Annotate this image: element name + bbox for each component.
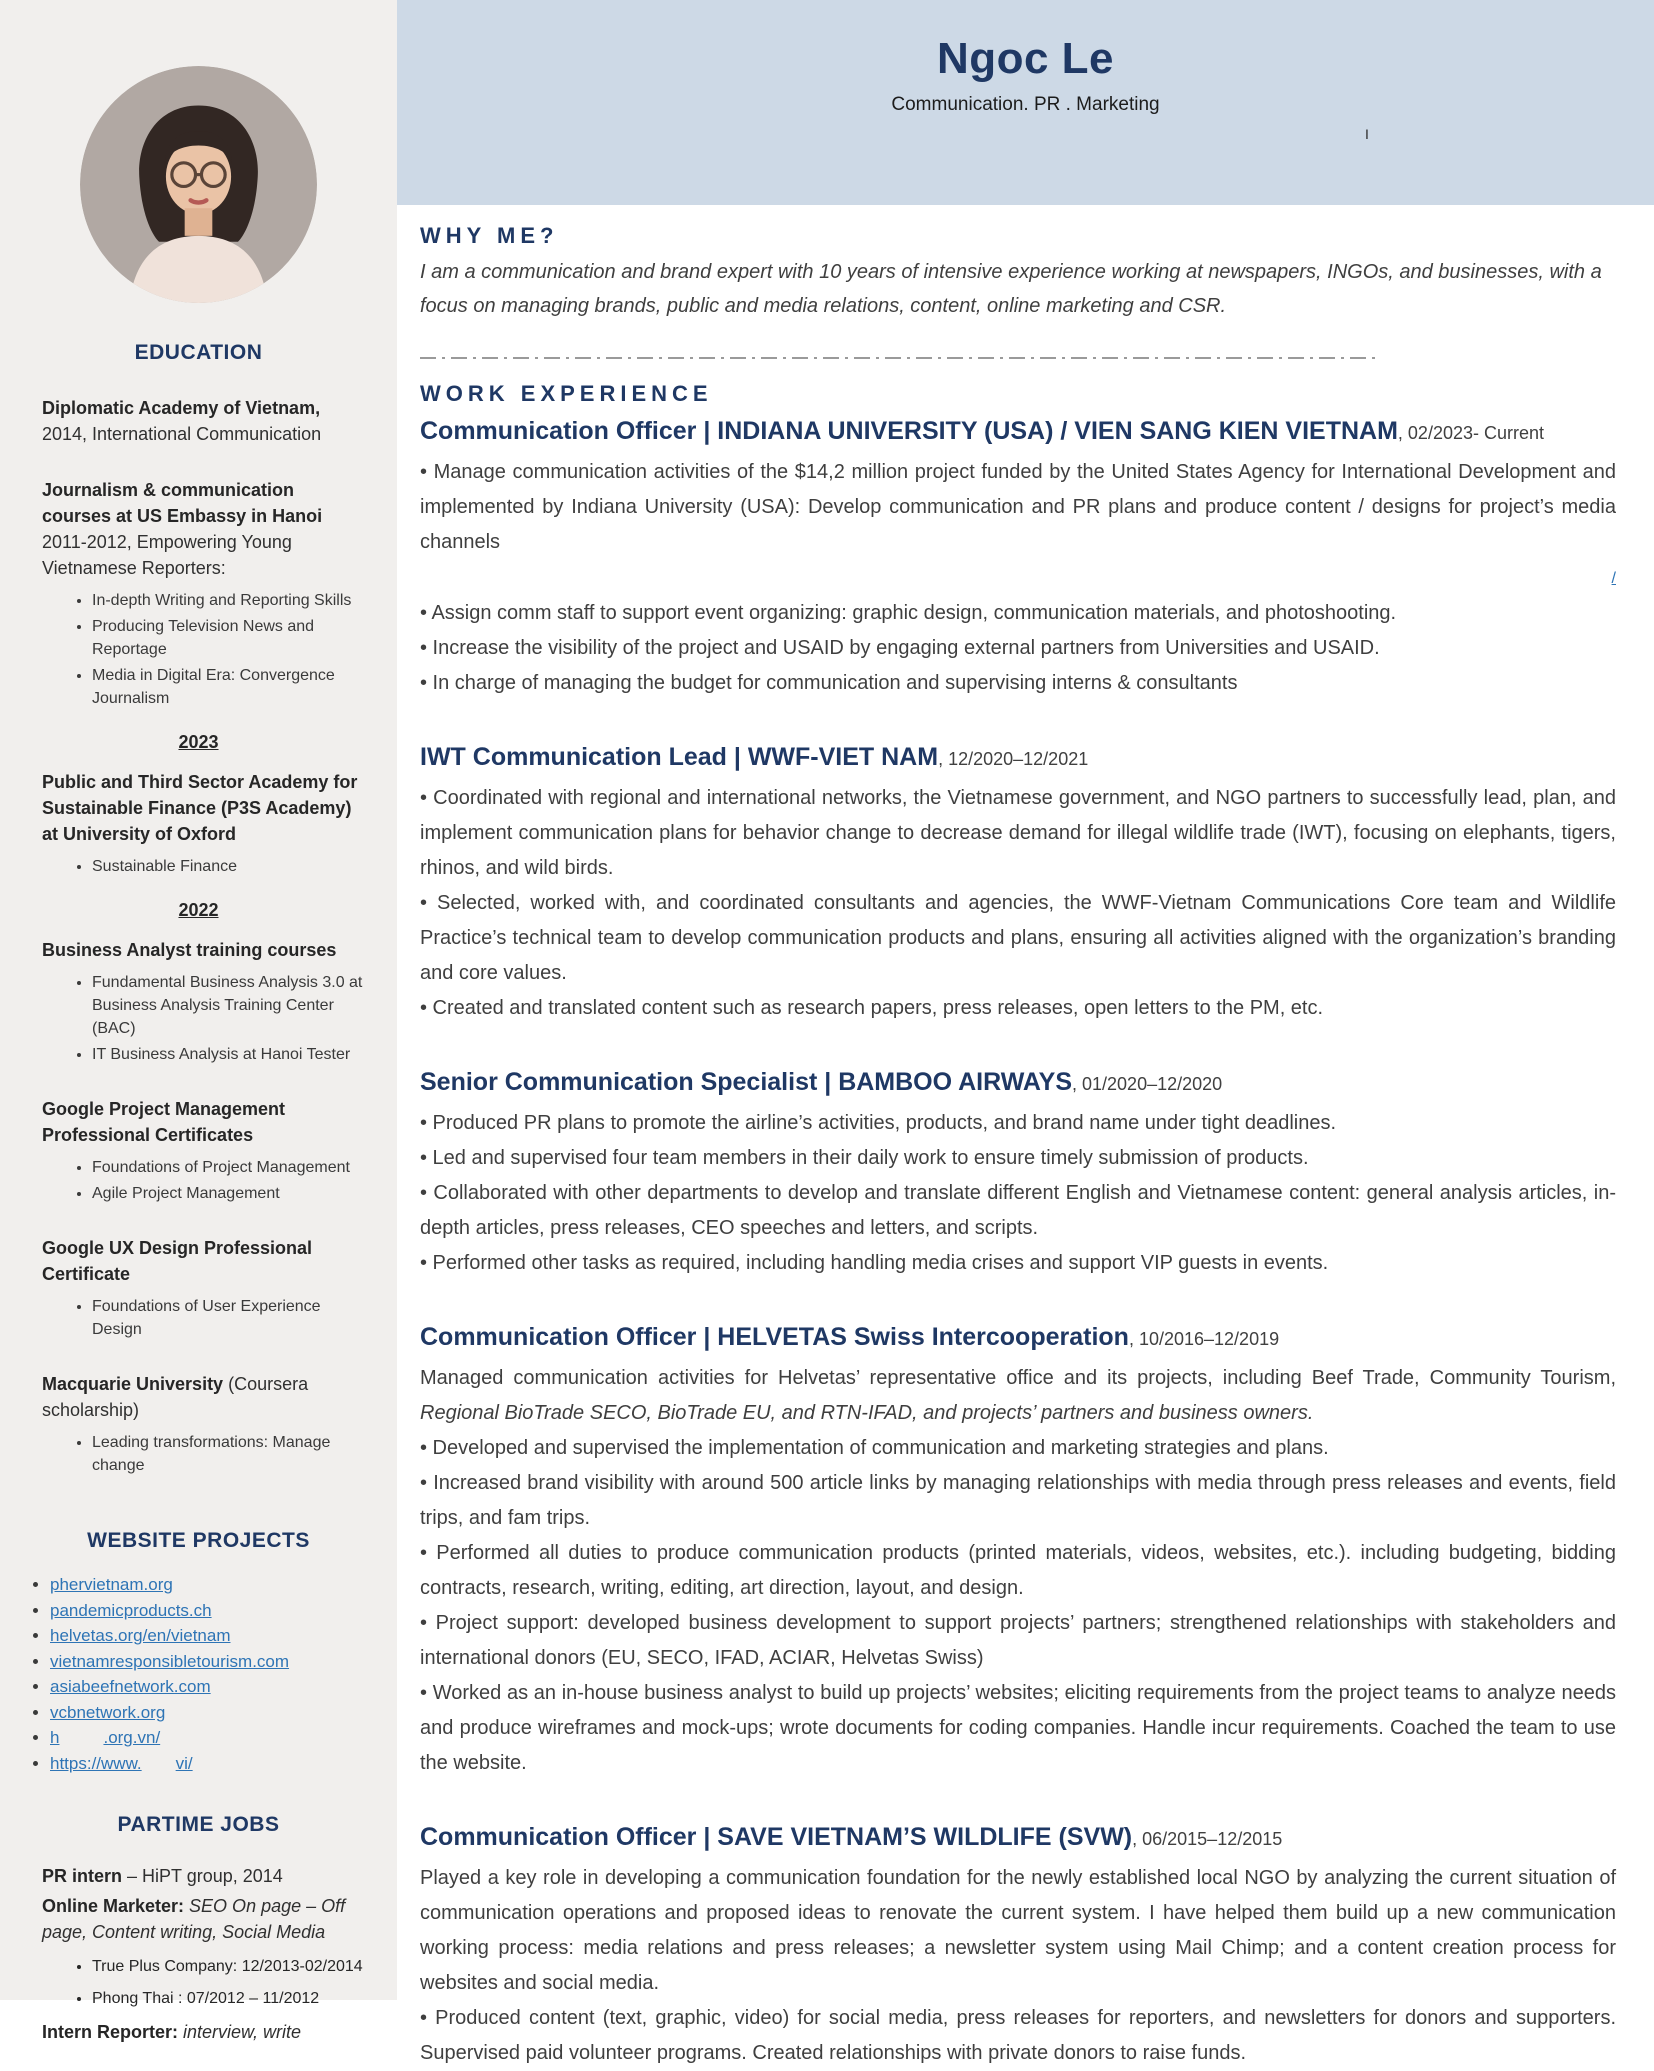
- job-bullet: • Assign comm staff to support event organizing: graphic design, communication materials, and photoshooting.: [420, 602, 1397, 624]
- partime-entry: [0, 1863, 397, 1889]
- education-entry: [0, 1235, 397, 1341]
- education-bullet: • Agile Project Management: [92, 1182, 367, 1205]
- partime-bullet: • Phong Thai : 07/2012 – 11/2012: [92, 1987, 367, 2010]
- job-bullet: • Performed all duties to produce communication products (printed materials, videos, websites, etc.). including budgeting, bidding contracts, research, writing, editing, art direction, layout, and design.: [420, 1542, 1616, 1599]
- partime-bullet-list: [42, 1955, 367, 2010]
- year-divider-2023: 2023: [178, 732, 219, 752]
- education-bullet-list: [42, 589, 367, 710]
- partime-entry: [0, 1893, 397, 2010]
- section-heading-website-projects: WEBSITE PROJECTS: [87, 1529, 310, 1552]
- job-bullet: • Developed and supervised the implementation of communication and marketing strategies and plans.: [420, 1437, 1329, 1459]
- education-bullet: • IT Business Analysis at Hanoi Tester: [92, 1043, 367, 1066]
- job-heading: [420, 1821, 1616, 1855]
- website-link-list: [0, 1573, 397, 1775]
- job-title: Communication Officer | SAVE VIETNAM’S WILDLIFE (SVW): [420, 1823, 1133, 1851]
- education-entry-title: Public and Third Sector Academy for Sustainable Finance (P3S Academy) at University of Oxford: [42, 772, 358, 844]
- website-link-redacted[interactable]: h: [50, 1728, 60, 1747]
- job-bullet: • Coordinated with regional and international networks, the Vietnamese government, and NGO partners to successfully lead, plan, and implement communication plans for behavior change to decrease demand for illegal wildlife trade (IWT), focusing on elephants, tigers, rhinos, and wild birds.: [420, 787, 1616, 879]
- profile-photo-illustration: [80, 66, 317, 303]
- education-entry: [0, 769, 397, 878]
- education-entry: [0, 1371, 397, 1477]
- candidate-tagline: Communication. PR . Marketing: [891, 94, 1160, 115]
- job-bullet: • Increase the visibility of the project and USAID by engaging external partners from Universities and USAID.: [420, 637, 1380, 659]
- job-bullet: • Increased brand visibility with around 500 article links by managing relationships with media through press releases and events, field trips, and fam trips.: [420, 1472, 1616, 1529]
- job-bullet: • Collaborated with other departments to develop and translate different English and Vietnamese content: general analysis articles, in-depth articles, press releases, CEO speeches and letters, and scripts.: [420, 1182, 1616, 1239]
- website-link-item: [50, 1650, 397, 1674]
- education-bullet: • Fundamental Business Analysis 3.0 at Business Analysis Training Center (BAC): [92, 971, 367, 1040]
- education-entry: [0, 395, 397, 447]
- job-bullet: • Created and translated content such as research papers, press releases, open letters to the PM, etc.: [420, 997, 1324, 1019]
- job-entry: [420, 1066, 1616, 1281]
- partime-detail: – HiPT group, 2014: [122, 1866, 283, 1886]
- website-link-redacted[interactable]: https://www.: [50, 1753, 142, 1773]
- website-link-redacted[interactable]: .org.vn/: [103, 1728, 161, 1747]
- job-dates: , 06/2015–12/2015: [1132, 1829, 1283, 1849]
- job-title: Communication Officer | INDIANA UNIVERSITY (USA) / VIEN SANG KIEN VIETNAM: [420, 417, 1398, 445]
- job-heading: [420, 415, 1616, 449]
- job-bullet: • Performed other tasks as required, including handling media crises and support VIP guests in events.: [420, 1252, 1329, 1274]
- header-band: [397, 0, 1654, 205]
- education-entry-detail: 2011-2012, Empowering Young Vietnamese Reporters:: [42, 532, 292, 578]
- redacted-link[interactable]: /: [1611, 570, 1616, 587]
- job-entry: [420, 741, 1616, 1026]
- job-title: Senior Communication Specialist | BAMBOO AIRWAYS: [420, 1068, 1073, 1096]
- redacted-link-line: [420, 560, 1616, 596]
- job-dates: , 01/2020–12/2020: [1072, 1074, 1223, 1094]
- job-heading: [420, 741, 1616, 775]
- education-entry-title: Business Analyst training courses: [42, 940, 337, 960]
- education-bullet: • Foundations of Project Management: [92, 1156, 367, 1179]
- education-entry: [0, 477, 397, 710]
- job-intro-text-italic: Regional BioTrade SECO, BioTrade EU, and RTN-IFAD, and projects’ partners and business owners.: [420, 1402, 1314, 1424]
- job-bullet: • Produced content (text, graphic, video) for social media, press releases for reporters, and newsletters for donors and supporters. Supervised paid volunteer programs. Created relationships with private donors to raise funds.: [420, 2007, 1616, 2064]
- partime-entry: [0, 2019, 397, 2045]
- education-bullet: • Media in Digital Era: Convergence Journalism: [92, 664, 367, 710]
- job-intro: [420, 1361, 1616, 1431]
- work-experience-heading: WORK EXPERIENCE: [420, 381, 713, 406]
- website-link-redacted[interactable]: vi/: [175, 1753, 193, 1773]
- job-heading: [420, 1066, 1616, 1100]
- job-dates: , 12/2020–12/2021: [938, 749, 1089, 769]
- education-entry-title: Google UX Design Professional Certificate: [42, 1238, 313, 1284]
- section-divider: [420, 357, 1375, 359]
- partime-bullet: • True Plus Company: 12/2013-02/2014: [92, 1955, 367, 1978]
- job-bullet: • Project support: developed business development to support projects’ partners; strengthened relationships with stakeholders and international donors (EU, SECO, IFAD, ACIAR, Helvetas Swiss): [420, 1612, 1616, 1669]
- partime-detail: SEO On page – Off page, Content writing, Social Media: [42, 1896, 346, 1942]
- why-me-heading: WHY ME?: [420, 223, 559, 248]
- job-bullet: • In charge of managing the budget for communication and supervising interns & consultants: [420, 672, 1238, 694]
- job-bullet: • Led and supervised four team members in their daily work to ensure timely submission of products.: [420, 1147, 1309, 1169]
- website-link[interactable]: vcbnetwork.org: [50, 1702, 166, 1722]
- job-dates: , 10/2016–12/2019: [1128, 1329, 1280, 1349]
- job-intro: Played a key role in developing a communication foundation for the newly established local NGO by analyzing the current situation of communication operations and proposed ideas to renovate the current system. I have helped them build up a new communication working process: media relations and press releases; a newsletter system using Mail Chimp; and a content creation process for websites and social media.: [420, 1867, 1616, 1994]
- website-link[interactable]: phervietnam.org: [50, 1575, 173, 1594]
- education-entry-title: Diplomatic Academy of Vietnam,: [42, 398, 321, 418]
- website-link-item: [50, 1573, 397, 1597]
- education-entry-title: Journalism & communication courses at US Embassy in Hanoi: [42, 480, 323, 526]
- partime-role: PR intern: [42, 1866, 123, 1886]
- section-heading-education: EDUCATION: [134, 341, 263, 364]
- year-divider-2022: 2022: [178, 900, 219, 920]
- education-entry: [0, 937, 397, 1066]
- education-bullet: • Foundations of User Experience Design: [92, 1295, 367, 1341]
- education-bullet: • Sustainable Finance: [92, 855, 367, 878]
- website-link[interactable]: pandemicproducts.ch: [50, 1600, 212, 1620]
- education-entry: [0, 1096, 397, 1205]
- job-bullet: • Produced PR plans to promote the airline’s activities, products, and brand name under tight deadlines.: [420, 1112, 1337, 1134]
- education-bullet-list: [42, 1156, 367, 1205]
- candidate-name: Ngoc Le: [936, 34, 1115, 83]
- website-link-item: [50, 1752, 397, 1776]
- website-link-item: [50, 1701, 397, 1725]
- website-link-item: [50, 1599, 397, 1623]
- job-intro-text: Managed communication activities for Helvetas’ representative office and its projects, including Beef Trade, Community Tourism,: [420, 1367, 1616, 1389]
- education-bullet-list: [42, 1431, 367, 1477]
- website-link-item: [50, 1624, 397, 1648]
- job-bullet: • Selected, worked with, and coordinated consultants and agencies, the WWF-Vietnam Communications Core team and Wildlife Practice’s technical team to develop communication products and plans, ensuring all activities aligned with the organization’s branding and core values.: [420, 892, 1616, 984]
- profile-photo: [80, 66, 317, 303]
- job-entry: [420, 415, 1616, 701]
- education-bullet: • Leading transformations: Manage change: [92, 1431, 367, 1477]
- website-link[interactable]: asiabeefnetwork.com: [50, 1677, 211, 1696]
- why-me-text: I am a communication and brand expert with 10 years of intensive experience working at newspapers, INGOs, and businesses, with a focus on managing brands, public and media relations, content, online marketing and CSR.: [420, 261, 1602, 317]
- job-dates: , 02/2023- Current: [1397, 423, 1545, 443]
- education-bullet: • Producing Television News and Reportage: [92, 615, 367, 661]
- partime-detail: interview, write: [178, 2022, 302, 2042]
- education-entry-detail: 2014, International Communication: [42, 424, 322, 444]
- section-heading-partime-jobs: PARTIME JOBS: [117, 1813, 280, 1836]
- main-column: [397, 0, 1654, 2064]
- website-link[interactable]: helvetas.org/en/vietnam: [50, 1626, 231, 1645]
- header-mark: I: [1365, 126, 1369, 142]
- job-entry: [420, 1821, 1616, 2071]
- job-title: IWT Communication Lead | WWF-VIET NAM: [420, 743, 939, 771]
- website-link[interactable]: vietnamresponsibletourism.com: [50, 1651, 290, 1671]
- education-entry-title: Google Project Management Professional Certificates: [42, 1099, 286, 1145]
- education-bullet-list: [42, 971, 367, 1066]
- job-entry: [420, 1321, 1616, 1781]
- partime-role: Intern Reporter:: [42, 2022, 179, 2042]
- website-link-item: [50, 1726, 397, 1750]
- partime-role: Online Marketer:: [42, 1896, 185, 1916]
- job-heading: [420, 1321, 1616, 1355]
- job-bullet: • Manage communication activities of the $14,2 million project funded by the United States Agency for International Development and implemented by Indiana University (USA): Develop communication and PR plans and produce content / designs for project’s media channels: [420, 461, 1616, 553]
- job-title: Communication Officer | HELVETAS Swiss Intercooperation: [420, 1323, 1129, 1351]
- education-bullet-list: [42, 855, 367, 878]
- website-link-item: [50, 1675, 397, 1699]
- education-entry-detail: (Coursera scholarship): [42, 1374, 309, 1420]
- job-bullet: • Worked as an in-house business analyst to build up projects’ websites; eliciting requirements from the project teams to analyze needs and produce wireframes and mock-ups; wrote documents for coding companies. Handle incur requirements. Coached the team to use the website.: [420, 1682, 1616, 1774]
- education-bullet-list: [42, 1295, 367, 1341]
- sidebar: [0, 0, 397, 2042]
- education-bullet: • In-depth Writing and Reporting Skills: [92, 589, 367, 612]
- education-entry-title: Macquarie University: [42, 1374, 224, 1394]
- main-content: [397, 223, 1654, 2071]
